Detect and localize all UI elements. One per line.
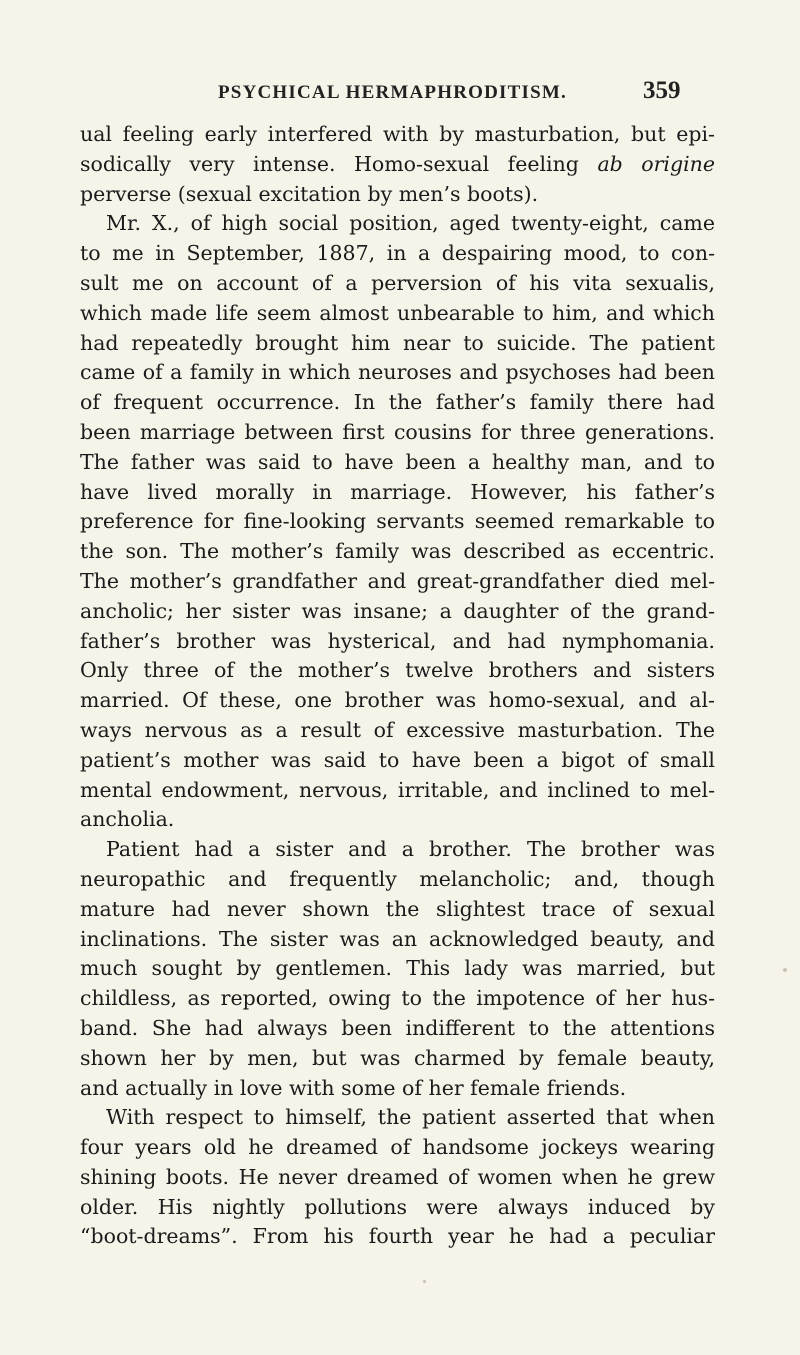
text-line	[80, 150, 715, 180]
text-line	[80, 895, 715, 925]
text-line	[80, 1103, 715, 1133]
text-line	[80, 805, 715, 835]
text-line-content: sult me on account of a perversion of his vita sexualis,	[80, 270, 715, 295]
text-line	[80, 1133, 715, 1163]
body-text	[80, 120, 715, 1252]
text-line	[80, 954, 715, 984]
text-line-content: childless, as reported, owing to the impotence of her hus-	[80, 986, 715, 1011]
text-line	[80, 716, 715, 746]
text-line-content: mental endowment, nervous, irritable, and inclined to mel-	[80, 777, 715, 802]
text-line-content: been marriage between first cousins for three generations.	[80, 419, 715, 444]
text-line	[80, 329, 715, 359]
text-line-content: ual feeling early interfered with by masturbation, but epi-	[80, 122, 715, 146]
text-line-content: neuropathic and frequently melancholic; and, though	[80, 866, 715, 891]
text-line-content: much sought by gentlemen. This lady was married, but	[80, 956, 715, 981]
text-line	[80, 448, 715, 478]
text-line	[80, 746, 715, 776]
text-line-content: band. She had always been indifferent to the attentions	[80, 1015, 715, 1040]
paper-speck	[423, 1280, 426, 1283]
text-line-content: shown her by men, but was charmed by female beauty,	[80, 1045, 715, 1070]
text-line	[80, 627, 715, 657]
text-line-content: married. Of these, one brother was homo-sexual, and al-	[80, 688, 715, 713]
text-line-content: had repeatedly brought him near to suicide. The patient	[80, 330, 715, 355]
text-line	[80, 686, 715, 716]
text-line-content: Mr. X., of high social position, aged twenty-eight, came	[106, 211, 715, 236]
text-line	[80, 835, 715, 865]
text-line	[80, 507, 715, 537]
text-line-content: ancholia.	[80, 807, 175, 832]
text-line	[80, 1163, 715, 1193]
text-line	[80, 865, 715, 895]
text-line	[80, 984, 715, 1014]
text-line-content: inclinations. The sister was an acknowledged beauty, and	[80, 926, 715, 951]
text-line	[80, 209, 715, 239]
text-line-content: of frequent occurrence. In the father’s family there had	[80, 390, 715, 415]
text-line	[80, 418, 715, 448]
text-line	[80, 299, 715, 329]
text-line	[80, 567, 715, 597]
text-line-content: perverse (sexual excitation by men’s boots).	[80, 181, 539, 206]
text-line-content: “boot-dreams”. From his fourth year he had a peculiar	[80, 1224, 715, 1249]
text-line	[80, 1222, 715, 1252]
text-line-content: and actually in love with some of her female friends.	[80, 1075, 627, 1100]
text-line-content: have lived morally in marriage. However, his father’s	[80, 479, 715, 504]
text-line-content: ancholic; her sister was insane; a daughter of the grand-	[80, 598, 715, 623]
text-line-content: The father was said to have been a healthy man, and to	[80, 449, 715, 474]
text-line-content: mature had never shown the slightest trace of sexual	[80, 896, 715, 921]
text-line-content: preference for fine-looking servants seemed remarkable to	[80, 509, 715, 534]
text-line-content: patient’s mother was said to have been a bigot of small	[80, 747, 715, 772]
page-number: 359	[643, 77, 681, 104]
text-line	[80, 1074, 715, 1104]
text-line-content: With respect to himself, the patient asserted that when	[106, 1105, 715, 1130]
text-line-content: shining boots. He never dreamed of women when he grew	[80, 1164, 715, 1189]
text-line	[80, 1014, 715, 1044]
text-line-content: to me in September, 1887, in a despairing mood, to con-	[80, 241, 715, 266]
text-line	[80, 180, 715, 210]
text-line	[80, 656, 715, 686]
text-line	[80, 537, 715, 567]
text-line	[80, 1044, 715, 1074]
text-line-content: Patient had a sister and a brother. The brother was	[106, 837, 715, 862]
text-line	[80, 597, 715, 627]
text-line	[80, 478, 715, 508]
running-title: PSYCHICAL HERMAPHRODITISM.	[218, 82, 567, 103]
text-line	[80, 239, 715, 269]
text-line-content: came of a family in which neuroses and psychoses had been	[80, 360, 715, 385]
text-line	[80, 269, 715, 299]
text-line	[80, 388, 715, 418]
text-line-content: sodically very intense. Homo-sexual feeling	[80, 151, 579, 176]
text-line	[80, 358, 715, 388]
text-line-content: ways nervous as a result of excessive masturbation. The	[80, 717, 715, 742]
text-line	[80, 776, 715, 806]
text-line-content: the son. The mother’s family was described as eccentric.	[80, 539, 715, 564]
text-line-content: father’s brother was hysterical, and had nymphomania.	[80, 628, 715, 653]
italic-phrase: ab origine	[597, 151, 715, 176]
paper-speck	[783, 968, 787, 972]
text-line	[80, 925, 715, 955]
text-line-content: which made life seem almost unbearable to him, and which	[80, 300, 715, 325]
text-line-content: older. His nightly pollutions were always induced by	[80, 1194, 715, 1219]
text-line-content: four years old he dreamed of handsome jockeys wearing	[80, 1135, 715, 1160]
text-line	[80, 120, 715, 150]
text-line-content: Only three of the mother’s twelve brothers and sisters	[80, 658, 715, 683]
text-line-content: The mother’s grandfather and great-grandfather died mel-	[80, 568, 715, 593]
text-line	[80, 1193, 715, 1223]
